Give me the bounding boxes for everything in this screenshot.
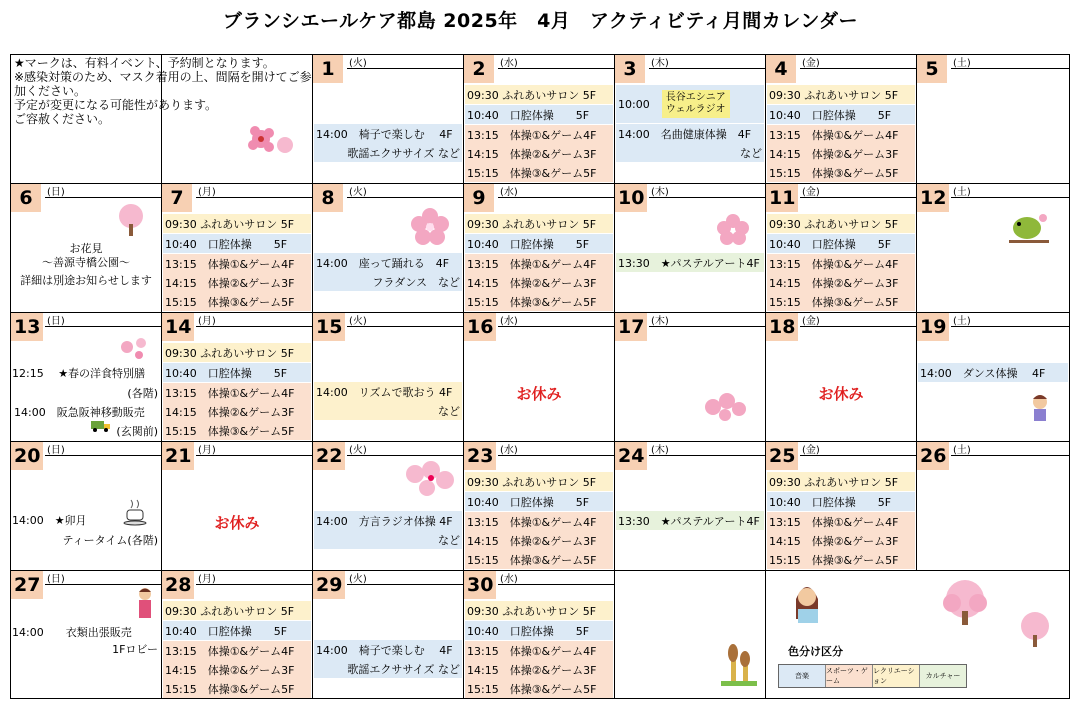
event: 10:40 口腔体操 5F: [465, 105, 613, 124]
day-of-week: (火): [349, 316, 367, 327]
event: 14:00 衣類出張販売: [12, 626, 132, 639]
event: 13:15 体操①&ゲーム4F: [163, 641, 311, 660]
event: 13:15 体操①&ゲーム4F: [465, 512, 613, 531]
day-18[interactable]: [766, 313, 917, 442]
person-icon: [790, 579, 824, 625]
day-15[interactable]: [313, 313, 464, 442]
notice-line: ★マークは、有料イベント、予約制となります。: [14, 56, 275, 70]
event: 14:15 体操②&ゲーム3F: [465, 144, 613, 163]
event: 14:00 椅子で楽しむ 4F: [314, 640, 462, 659]
event: 09:30 ふれあいサロン 5F: [465, 85, 613, 104]
day-number: 10: [615, 184, 647, 212]
event: 15:15 体操③&ゲーム5F: [465, 679, 613, 698]
day-of-week: (水): [500, 58, 518, 69]
day-number: 28: [162, 571, 194, 599]
legend-cell: [766, 571, 1069, 698]
day-number: 24: [615, 442, 647, 470]
day-number: 5: [917, 55, 947, 83]
day-number: 13: [11, 313, 43, 341]
event: 15:15 体操③&ゲーム5F: [465, 550, 613, 569]
day-number: 30: [464, 571, 496, 599]
closed-label: お休み: [818, 385, 864, 403]
day-of-week: (水): [500, 574, 518, 585]
day-9[interactable]: [464, 184, 615, 313]
sakura-icon: [117, 335, 151, 361]
event: 14:15 体操②&ゲーム3F: [465, 273, 613, 292]
event: 14:00 ★卯月: [12, 514, 87, 527]
cherry-tree-icon: [936, 579, 994, 627]
day-of-week: (日): [47, 187, 65, 198]
day-19[interactable]: [917, 313, 1069, 442]
event: 13:15 体操①&ゲーム4F: [465, 641, 613, 660]
event: 14:15 体操②&ゲーム3F: [163, 273, 311, 292]
event-note: など: [314, 401, 462, 420]
day-29[interactable]: [313, 571, 464, 698]
event-note: など: [616, 143, 764, 162]
day-3[interactable]: [615, 55, 766, 184]
day-22[interactable]: [313, 442, 464, 571]
day-of-week: (木): [651, 445, 669, 456]
day-number: 22: [313, 442, 345, 470]
day-of-week: (木): [651, 58, 669, 69]
event: 09:30 ふれあいサロン 5F: [465, 601, 613, 620]
event: 15:15 体操③&ゲーム5F: [767, 163, 915, 182]
coffee-cup-icon: [123, 498, 149, 526]
event: 10:40 口腔体操 5F: [465, 234, 613, 253]
day-of-week: (日): [47, 574, 65, 585]
day-number: 4: [766, 55, 796, 83]
day-number: 25: [766, 442, 798, 470]
day-number: 1: [313, 55, 343, 83]
day-of-week: (火): [349, 58, 367, 69]
badge-line: ウェルラジオ: [665, 104, 726, 115]
day-number: 27: [11, 571, 43, 599]
day-of-week: (水): [500, 316, 518, 327]
day-of-week: (水): [500, 187, 518, 198]
event: 14:15 体操②&ゲーム3F: [465, 660, 613, 679]
event: ～善源寺橋公園～: [42, 256, 130, 269]
day-number: 8: [313, 184, 343, 212]
day-2[interactable]: [464, 55, 615, 184]
event: 14:15 体操②&ゲーム3F: [465, 531, 613, 550]
event: お花見: [69, 242, 103, 255]
event: 10:40 口腔体操 5F: [767, 492, 915, 511]
closed-label: お休み: [516, 385, 562, 403]
event: 10:40 口腔体操 5F: [767, 105, 915, 124]
day-of-week: (月): [198, 187, 216, 198]
day-5[interactable]: [917, 55, 1069, 184]
event-note: (各階): [127, 387, 158, 400]
day-of-week: (土): [953, 445, 971, 456]
day-of-week: (火): [349, 187, 367, 198]
empty-cell: [615, 571, 766, 698]
page-title: ブランシエールケア都島 2025年 4月 アクティビティ月間カレンダー: [222, 10, 859, 32]
notice-line: ご容赦ください。: [14, 112, 111, 126]
day-of-week: (火): [349, 445, 367, 456]
bird-icon: [1005, 208, 1051, 250]
event: 13:15 体操①&ゲーム4F: [163, 383, 311, 402]
day-of-week: (金): [802, 187, 820, 198]
day-14[interactable]: [162, 313, 313, 442]
day-13[interactable]: [11, 313, 162, 442]
event: 14:00 方言ラジオ体操 4F: [314, 511, 462, 530]
day-27[interactable]: [11, 571, 162, 698]
day-21[interactable]: [162, 442, 313, 571]
legend-music: 音楽: [779, 665, 826, 687]
day-23[interactable]: [464, 442, 615, 571]
day-of-week: (金): [802, 316, 820, 327]
event: [616, 85, 764, 123]
day-number: 6: [11, 184, 41, 212]
notice-cell-ext: [162, 55, 313, 184]
event: 09:30 ふれあいサロン 5F: [465, 472, 613, 491]
day-of-week: (水): [500, 445, 518, 456]
day-of-week: (火): [349, 574, 367, 585]
event: 10:40 口腔体操 5F: [767, 234, 915, 253]
event: 09:30 ふれあいサロン 5F: [767, 214, 915, 233]
event: 15:15 体操③&ゲーム5F: [163, 292, 311, 311]
event: 13:15 体操①&ゲーム4F: [767, 125, 915, 144]
event: 15:15 体操③&ゲーム5F: [465, 163, 613, 182]
day-number: 18: [766, 313, 798, 341]
event: 10:40 口腔体操 5F: [163, 234, 311, 253]
day-of-week: (日): [47, 445, 65, 456]
event: 14:00 リズムで歌おう 4F: [314, 382, 462, 401]
calendar-grid: [10, 54, 1070, 699]
event-time: 10:00: [618, 97, 650, 111]
event: 09:30 ふれあいサロン 5F: [163, 214, 311, 233]
day-4[interactable]: [766, 55, 917, 184]
day-number: 26: [917, 442, 949, 470]
cherry-tree-icon: [1014, 611, 1056, 649]
notice-line: 予定が変更になる可能性があります。: [14, 98, 218, 112]
notice-line: ※感染対策のため、マスク着用の上、間隔を開けてご参加ください。: [14, 70, 312, 98]
day-26[interactable]: [917, 442, 1069, 571]
day-number: 15: [313, 313, 345, 341]
badge-line: 長谷エシニア: [665, 92, 726, 103]
day-20[interactable]: [11, 442, 162, 571]
day-number: 29: [313, 571, 345, 599]
event: 13:15 体操①&ゲーム4F: [767, 254, 915, 273]
day-of-week: (月): [198, 316, 216, 327]
sakura-icon: [408, 204, 454, 248]
event: 10:40 口腔体操 5F: [163, 621, 311, 640]
day-of-week: (金): [802, 445, 820, 456]
day-11[interactable]: [766, 184, 917, 313]
event: 10:40 口腔体操 5F: [163, 363, 311, 382]
event: 14:15 体操②&ゲーム3F: [767, 531, 915, 550]
legend-recreation: レクリエーション: [873, 665, 920, 687]
day-of-week: (月): [198, 574, 216, 585]
day-of-week: (土): [953, 58, 971, 69]
event: 14:15 体操②&ゲーム3F: [163, 402, 311, 421]
day-number: 14: [162, 313, 194, 341]
day-number: 3: [615, 55, 645, 83]
event: 14:00 椅子で楽しむ 4F: [314, 124, 462, 143]
day-number: 17: [615, 313, 647, 341]
cherry-tree-icon: [113, 202, 149, 238]
color-legend: [778, 664, 967, 688]
event: 13:15 体操①&ゲーム4F: [465, 254, 613, 273]
sakura-icon: [715, 212, 751, 246]
sakura-icon: [401, 458, 457, 502]
day-28[interactable]: [162, 571, 313, 698]
event: 15:15 体操③&ゲーム5F: [767, 550, 915, 569]
day-number: 12: [917, 184, 949, 212]
legend-culture: カルチャー: [920, 665, 966, 687]
event-note: フラダンス など: [314, 272, 462, 291]
event: 12:15 ★春の洋食特別膳: [12, 367, 146, 380]
day-number: 19: [917, 313, 949, 341]
day-number: 7: [162, 184, 192, 212]
event: 13:30 ★パステルアート4F: [616, 511, 764, 530]
day-30[interactable]: [464, 571, 615, 698]
day-number: 11: [766, 184, 798, 212]
event: 15:15 体操③&ゲーム5F: [163, 679, 311, 698]
event: 15:15 体操③&ゲーム5F: [465, 292, 613, 311]
day-number: 16: [464, 313, 496, 341]
event-note: 詳細は別途お知らせします: [20, 274, 152, 287]
day-8[interactable]: [313, 184, 464, 313]
notice-cell: [11, 55, 312, 184]
day-6[interactable]: [11, 184, 162, 313]
event-note: (玄関前): [116, 425, 158, 438]
day-24[interactable]: [615, 442, 766, 571]
event: 13:15 体操①&ゲーム4F: [465, 125, 613, 144]
day-of-week: (金): [802, 58, 820, 69]
event: 14:00 名曲健康体操 4F: [616, 124, 764, 143]
event: 14:15 体操②&ゲーム3F: [767, 144, 915, 163]
legend-title: 色分け区分: [788, 645, 843, 658]
event: 09:30 ふれあいサロン 5F: [767, 472, 915, 491]
event: 15:15 体操③&ゲーム5F: [163, 421, 311, 440]
day-10[interactable]: [615, 184, 766, 313]
day-25[interactable]: [766, 442, 917, 571]
event: 14:00 ダンス体操 4F: [918, 363, 1068, 382]
day-of-week: (月): [198, 445, 216, 456]
event: 14:00 阪急阪神移動販売: [14, 406, 145, 419]
event: 09:30 ふれあいサロン 5F: [767, 85, 915, 104]
event: 09:30 ふれあいサロン 5F: [465, 214, 613, 233]
event: 13:15 体操①&ゲーム4F: [163, 254, 311, 273]
event-note: 1Fロビー: [112, 643, 158, 656]
day-12[interactable]: [917, 184, 1069, 313]
day-16[interactable]: [464, 313, 615, 442]
event: 13:30 ★パステルアート4F: [616, 253, 764, 272]
event-note: など: [314, 530, 462, 549]
event: 09:30 ふれあいサロン 5F: [163, 601, 311, 620]
horsetail-icon: [721, 641, 757, 687]
event: 10:40 口腔体操 5F: [465, 621, 613, 640]
event-note: ティータイム(各階): [62, 534, 158, 547]
event: 10:40 口腔体操 5F: [465, 492, 613, 511]
day-of-week: (日): [47, 316, 65, 327]
event-note: 歌謡エクササイズ など: [314, 659, 462, 678]
day-number: 2: [464, 55, 494, 83]
radio-badge: [662, 90, 730, 118]
closed-label: お休み: [214, 514, 260, 532]
day-of-week: (木): [651, 316, 669, 327]
day-17[interactable]: [615, 313, 766, 442]
dancer-icon: [1027, 393, 1053, 423]
shopper-icon: [135, 587, 155, 625]
day-of-week: (土): [953, 316, 971, 327]
day-number: 21: [162, 442, 194, 470]
day-1[interactable]: [313, 55, 464, 184]
day-number: 23: [464, 442, 496, 470]
sakura-icon: [701, 389, 751, 423]
event: 09:30 ふれあいサロン 5F: [163, 343, 311, 362]
day-of-week: (木): [651, 187, 669, 198]
event: 15:15 体操③&ゲーム5F: [767, 292, 915, 311]
truck-icon: [91, 419, 111, 433]
day-number: 9: [464, 184, 494, 212]
event: 14:00 座って踊れる 4F: [314, 253, 462, 272]
event: 14:15 体操②&ゲーム3F: [767, 273, 915, 292]
day-number: 20: [11, 442, 43, 470]
legend-sports: スポーツ・ゲーム: [826, 665, 873, 687]
day-of-week: (土): [953, 187, 971, 198]
event: 14:15 体操②&ゲーム3F: [163, 660, 311, 679]
event: 13:15 体操①&ゲーム4F: [767, 512, 915, 531]
event-note: 歌謡エクササイズ など: [314, 143, 462, 162]
day-7[interactable]: [162, 184, 313, 313]
